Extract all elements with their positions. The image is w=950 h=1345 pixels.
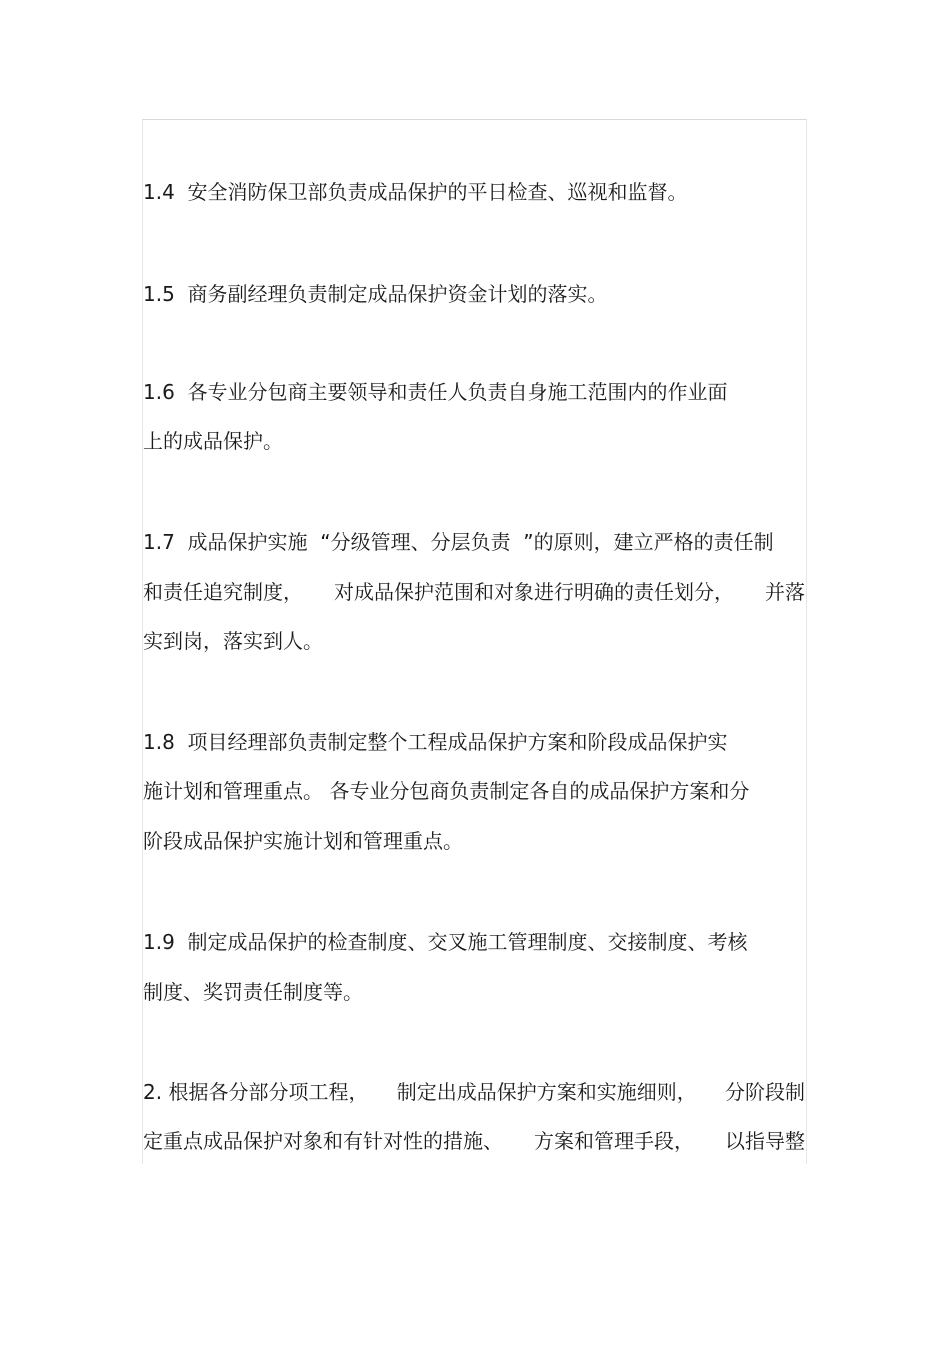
paragraph-1-6-line-1: 1.6 各专业分包商主要领导和责任人负责自身施工范围内的作业面 xyxy=(143,380,728,404)
paragraph-1-8-line-3: 阶段成品保护实施计划和管理重点。 xyxy=(143,829,463,853)
paragraph-1-7-line-2 xyxy=(143,579,805,605)
paragraph-1-9-line-1: 1.9 制定成品保护的检查制度、交叉施工管理制度、交接制度、考核 xyxy=(143,930,748,954)
paragraph-1-7-line-3: 实到岗，落实到人。 xyxy=(143,629,323,653)
paragraph-1-5-line-1: 1.5 商务副经理负责制定成品保护资金计划的落实。 xyxy=(143,282,608,306)
paragraph-2-line-1-part-1: 2. 根据各分部分项工程， xyxy=(143,1080,369,1104)
paragraph-2-line-1-part-3: 分阶段制 xyxy=(724,1080,805,1104)
paragraph-1-8-line-1: 1.8 项目经理部负责制定整个工程成品保护方案和阶段成品保护实 xyxy=(143,730,728,754)
paragraph-2-line-2-part-2: 方案和管理手段， xyxy=(534,1129,694,1153)
paragraph-1-4-line-1: 1.4 安全消防保卫部负责成品保护的平日检查、巡视和监督。 xyxy=(143,180,688,204)
paragraph-1-6-line-2: 上的成品保护。 xyxy=(143,429,283,453)
paragraph-2-line-1 xyxy=(143,1079,805,1105)
paragraph-1-9-line-2: 制度、奖罚责任制度等。 xyxy=(143,980,363,1004)
paragraph-2-line-2-part-3: 以指导整 xyxy=(725,1129,805,1153)
paragraph-2-line-2-part-1: 定重点成品保护对象和有针对性的措施、 xyxy=(143,1129,503,1153)
paragraph-2-line-2 xyxy=(143,1128,805,1154)
paragraph-1-7-line-2-part-1: 和责任追究制度， xyxy=(143,580,303,604)
paragraph-1-8-line-2: 施计划和管理重点。 各专业分包商负责制定各自的成品保护方案和分 xyxy=(143,779,750,803)
paragraph-1-7-line-1: 1.7 成品保护实施 “分级管理、分层负责 ”的原则，建立严格的责任制 xyxy=(143,530,774,554)
paragraph-1-7-line-2-part-3: 并落 xyxy=(765,580,805,604)
paragraph-1-7-line-2-part-2: 对成品保护范围和对象进行明确的责任划分， xyxy=(334,580,734,604)
paragraph-2-line-1-part-2: 制定出成品保护方案和实施细则， xyxy=(396,1080,697,1104)
